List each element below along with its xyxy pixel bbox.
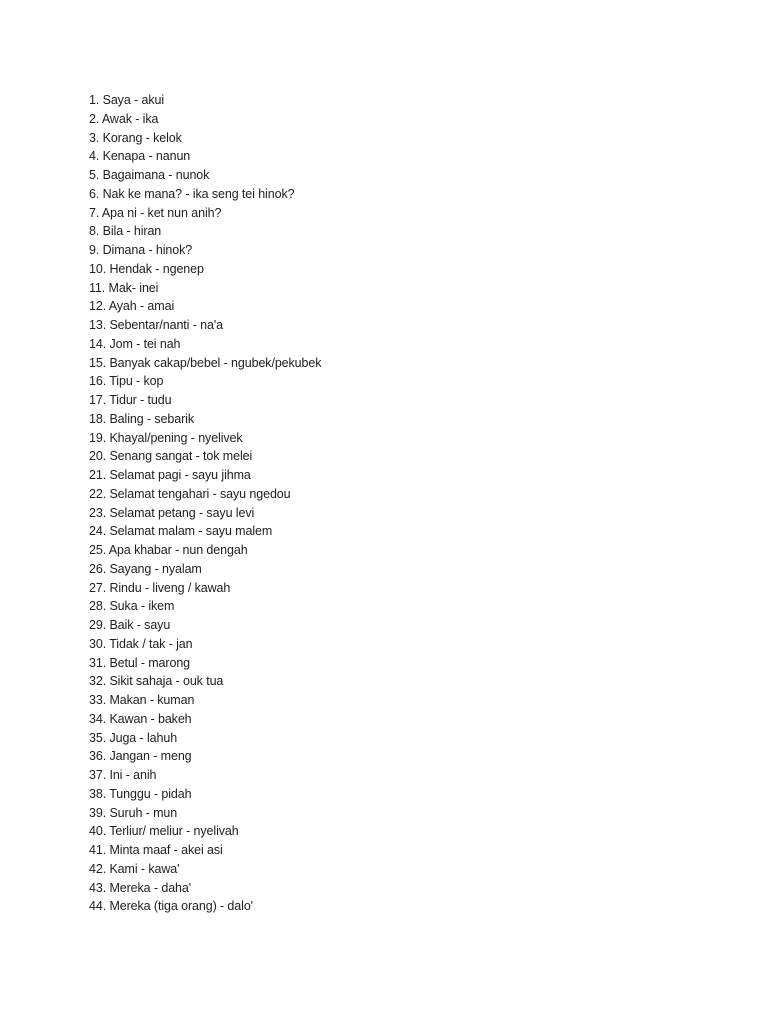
list-item: 15. Banyak cakap/bebel - ngubek/pekubek: [89, 355, 322, 370]
list-item: 2. Awak - ika: [89, 111, 159, 126]
list-item: 20. Senang sangat - tok melei: [89, 449, 253, 464]
list-item: 36. Jangan - meng: [89, 749, 192, 764]
list-item: 8. Bila - hiran: [89, 224, 162, 239]
list-item: 16. Tipu - kop: [89, 374, 164, 389]
list-item: 43. Mereka - daha': [89, 880, 192, 895]
list-item: 23. Selamat petang - sayu levi: [89, 505, 255, 520]
list-item: 34. Kawan - bakeh: [89, 711, 192, 726]
list-item: 39. Suruh - mun: [89, 805, 178, 820]
list-item: 17. Tidur - tudu: [89, 393, 172, 407]
list-item: 35. Juga - lahuh: [89, 730, 178, 745]
list-item: 6. Nak ke mana? - ika seng tei hinok?: [89, 186, 295, 201]
list-item: 13. Sebentar/nanti - na'a: [89, 318, 224, 332]
list-item: 21. Selamat pagi - sayu jihma: [89, 468, 251, 482]
list-item: 31. Betul - marong: [89, 655, 191, 670]
list-item: 30. Tidak / tak - jan: [89, 636, 193, 651]
list-item: 7. Apa ni - ket nun anih?: [89, 205, 222, 220]
list-item: 11. Mak- inei: [89, 280, 159, 295]
list-item: 44. Mereka (tiga orang) - dalo': [89, 899, 253, 914]
list-item: 19. Khayal/pening - nyelivek: [89, 430, 243, 445]
list-item: 40. Terliur/ meliur - nyelivah: [89, 824, 239, 839]
list-item: 3. Korang - kelok: [89, 130, 182, 145]
list-item: 22. Selamat tengahari - sayu ngedou: [89, 486, 291, 501]
list-item: 10. Hendak - ngenep: [89, 261, 204, 276]
list-item: 25. Apa khabar - nun dengah: [89, 543, 248, 557]
list-item: 27. Rindu - liveng / kawah: [89, 580, 231, 595]
list-item: 26. Sayang - nyalam: [89, 561, 202, 576]
list-item: 14. Jom - tei nah: [89, 336, 181, 351]
list-item: 12. Ayah - amai: [89, 299, 175, 314]
vocabulary-list: [89, 91, 321, 916]
list-item: 28. Suka - ikem: [89, 599, 175, 614]
list-item: 38. Tunggu - pidah: [89, 786, 192, 801]
list-item: 24. Selamat malam - sayu malem: [89, 524, 273, 539]
list-item: 41. Minta maaf - akei asi: [89, 843, 223, 857]
list-item: 37. Ini - anih: [89, 768, 157, 782]
list-item: 29. Baik - sayu: [89, 618, 171, 632]
list-item: 32. Sikit sahaja - ouk tua: [89, 674, 224, 689]
list-item: 33. Makan - kuman: [89, 693, 195, 707]
list-item: 9. Dimana - hinok?: [89, 243, 193, 257]
list-item: 18. Baling - sebarik: [89, 411, 195, 426]
list-item: 42. Kami - kawa': [89, 861, 180, 876]
list-item: 5. Bagaimana - nunok: [89, 168, 210, 182]
list-item: 4. Kenapa - nanun: [89, 149, 191, 164]
list-item: 1. Saya - akui: [89, 93, 165, 107]
